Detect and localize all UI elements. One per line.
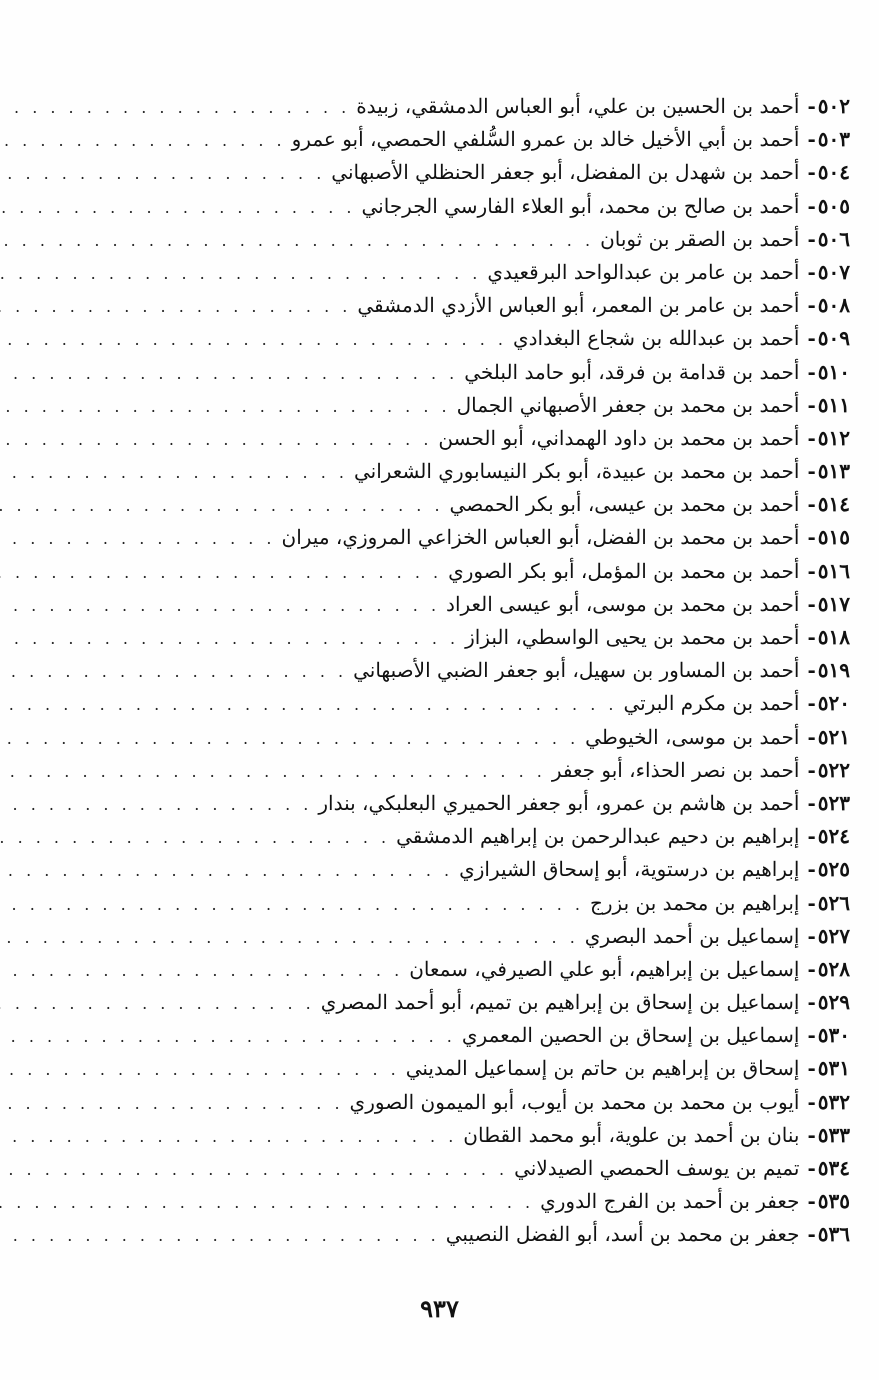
entry-dash: -	[807, 259, 816, 284]
entry-text: إسماعيل بن إسحاق بن الحصين المعمري	[461, 1023, 800, 1048]
dot-leader	[0, 556, 442, 589]
dot-leader	[0, 987, 315, 1020]
entry-dash: -	[807, 724, 816, 749]
index-entry	[112, 488, 850, 521]
entry-dash: -	[807, 359, 816, 384]
dot-leader	[0, 390, 451, 423]
entry-text: أحمد بن هاشم بن عمرو، أبو جعفر الحميري البعلبكي، بندار	[318, 790, 800, 815]
entry-number: ٥٠٩	[817, 326, 850, 351]
dot-leader	[0, 655, 347, 688]
dot-leader	[0, 124, 286, 157]
entry-dash: -	[807, 127, 816, 152]
entry-number: ٥٢٢	[817, 757, 850, 782]
entry-dash: -	[807, 890, 816, 915]
entry-number: ٥١٠	[817, 359, 850, 384]
dot-leader	[0, 821, 390, 854]
entry-dash: -	[807, 558, 816, 583]
index-entry	[112, 887, 850, 920]
index-entry	[112, 621, 850, 654]
index-entry	[112, 455, 850, 488]
entry-dash: -	[807, 1189, 816, 1214]
index-entry	[112, 389, 850, 422]
entry-text: أحمد بن محمد بن المؤمل، أبو بكر الصوري	[448, 558, 800, 583]
entry-number: ٥١٧	[817, 591, 850, 616]
entry-number: ٥١١	[817, 392, 850, 417]
entry-number: ٥٣٠	[817, 1023, 850, 1048]
entry-dash: -	[807, 160, 816, 185]
entry-number: ٥١٥	[817, 525, 850, 550]
entry-number: ٥١٤	[817, 492, 850, 517]
entry-dash: -	[807, 956, 816, 981]
entry-text: أحمد بن المساور بن سهيل، أبو جعفر الضبي الأصبهاني	[353, 658, 800, 683]
dot-leader	[0, 257, 481, 290]
index-entry	[112, 687, 850, 720]
index-entry	[112, 721, 850, 754]
entry-text: أحمد بن محمد بن يحيى الواسطي، البزاز	[465, 625, 800, 649]
entry-number: ٥٣٢	[817, 1089, 850, 1114]
entry-text: إبراهيم بن محمد بن بزرج	[589, 890, 800, 915]
entry-dash: -	[807, 392, 816, 417]
index-entry	[112, 356, 850, 389]
index-entry	[112, 521, 850, 554]
entry-number: ٥٢١	[817, 724, 850, 749]
dot-leader	[0, 888, 584, 921]
entry-text: أحمد بن شهدل بن المفضل، أبو جعفر الحنظلي الأصبهاني	[331, 160, 800, 185]
entry-dash: -	[807, 923, 816, 948]
dot-leader	[0, 1087, 344, 1120]
dot-leader	[0, 1153, 508, 1186]
index-entry	[112, 754, 850, 787]
dot-leader	[0, 91, 350, 124]
entry-number: ٥٢٩	[817, 990, 850, 1015]
entry-number: ٥٠٦	[817, 226, 850, 251]
entry-dash: -	[807, 226, 816, 251]
dot-leader	[0, 854, 453, 887]
dot-leader	[0, 589, 440, 622]
entry-text: أيوب بن محمد بن محمد بن أيوب، أبو الميمون الصوري	[349, 1089, 800, 1114]
entry-number: ٥٢٧	[817, 923, 850, 948]
dot-leader	[0, 1186, 534, 1219]
entry-text: أحمد بن صالح بن محمد، أبو العلاء الفارسي الجرجاني	[361, 193, 800, 218]
index-entry	[112, 555, 850, 588]
entry-text: إسحاق بن إبراهيم بن حاتم بن إسماعيل المديني	[405, 1056, 800, 1081]
entry-text: تميم بن يوسف الحمصي الصيدلاني	[514, 1156, 800, 1180]
entry-text: إسماعيل بن أحمد البصري	[584, 923, 800, 948]
dot-leader	[0, 954, 403, 987]
entry-dash: -	[807, 1089, 816, 1114]
entry-number: ٥١٩	[817, 658, 850, 683]
dot-leader	[0, 1053, 400, 1086]
entry-text: أحمد بن مكرم البرتي	[623, 691, 800, 716]
entry-number: ٥٢٨	[817, 956, 850, 981]
entry-dash: -	[807, 193, 816, 218]
dot-leader	[0, 1120, 457, 1153]
index-entry	[112, 986, 850, 1019]
entry-number: ٥٠٨	[817, 293, 850, 318]
dot-leader	[0, 423, 432, 456]
index-entry	[112, 90, 850, 123]
entry-text: أحمد بن محمد بن جعفر الأصبهاني الجمال	[456, 392, 800, 417]
entry-dash: -	[807, 525, 816, 550]
index-entry	[112, 1119, 850, 1152]
entry-number: ٥٠٧	[817, 259, 850, 284]
entry-text: بنان بن أحمد بن علوية، أبو محمد القطان	[463, 1122, 800, 1147]
entry-text: أحمد بن محمد بن داود الهمداني، أبو الحسن	[438, 425, 800, 450]
index-entry	[112, 820, 850, 853]
index-entry	[112, 1152, 850, 1185]
dot-leader	[0, 622, 459, 655]
entry-text: أحمد بن عبدالله بن شجاع البغدادي	[512, 326, 800, 351]
entry-text: جعفر بن أحمد بن الفرج الدوري	[540, 1189, 800, 1214]
index-entry	[112, 853, 850, 886]
index-entry	[112, 1019, 850, 1052]
entry-number: ٥١٨	[817, 625, 850, 649]
dot-leader	[0, 1219, 440, 1252]
entry-text: أحمد بن قدامة بن فرقد، أبو حامد البلخي	[464, 359, 800, 384]
index-entry	[112, 1052, 850, 1085]
dot-leader	[0, 290, 351, 323]
entry-dash: -	[807, 790, 816, 815]
index-entry	[112, 289, 850, 322]
dot-leader	[0, 489, 444, 522]
dot-leader	[0, 722, 579, 755]
entry-number: ٥١٣	[817, 459, 850, 484]
dot-leader	[0, 1020, 456, 1053]
entry-number: ٥٠٤	[817, 160, 850, 185]
entry-text: أحمد بن محمد بن موسى، أبو عيسى العراد	[446, 591, 800, 616]
entry-text: أحمد بن محمد بن عيسى، أبو بكر الحمصي	[449, 492, 800, 517]
entry-dash: -	[807, 94, 816, 118]
index-entry	[112, 190, 850, 223]
index-entry	[112, 322, 850, 355]
entry-number: ٥٢٦	[817, 890, 850, 915]
entry-number: ٥٣١	[817, 1056, 850, 1081]
dot-leader	[0, 522, 276, 555]
entry-text: أحمد بن نصر الحذاء، أبو جعفر	[551, 757, 800, 782]
index-entry	[112, 1185, 850, 1218]
index-entry	[112, 654, 850, 687]
dot-leader	[0, 688, 617, 721]
index-entry	[112, 1086, 850, 1119]
dot-leader	[0, 323, 507, 356]
dot-leader	[0, 921, 579, 954]
entry-number: ٥٢٣	[817, 790, 850, 815]
entry-dash: -	[807, 658, 816, 683]
dot-leader	[0, 157, 325, 190]
entry-dash: -	[807, 757, 816, 782]
entry-text: إسماعيل بن إبراهيم، أبو علي الصيرفي، سمعان	[409, 956, 800, 981]
entry-dash: -	[807, 425, 816, 450]
index-entry	[112, 223, 850, 256]
entry-dash: -	[807, 691, 816, 716]
entry-text: إسماعيل بن إسحاق بن إبراهيم بن تميم، أبو أحمد المصري	[320, 990, 800, 1015]
dot-leader	[0, 357, 458, 390]
entry-dash: -	[807, 326, 816, 351]
entry-number: ٥٠٥	[817, 193, 850, 218]
entry-text: إبراهيم بن درستوية، أبو إسحاق الشيرازي	[459, 857, 800, 882]
entry-dash: -	[807, 591, 816, 616]
index-entry	[112, 588, 850, 621]
entry-number: ٥٣٦	[817, 1222, 850, 1247]
entry-number: ٥٠٣	[817, 127, 850, 152]
dot-leader	[0, 191, 355, 224]
dot-leader	[0, 456, 348, 489]
entry-text: أحمد بن أبي الأخيل خالد بن عمرو السُّلفي الحمصي، أبو عمرو	[291, 127, 800, 152]
index-entry	[112, 256, 850, 289]
page-number: ٩٣٧	[420, 1294, 459, 1323]
entry-text: أحمد بن محمد بن الفضل، أبو العباس الخزاعي المروزي، ميران	[281, 525, 800, 550]
entry-text: إبراهيم بن دحيم عبدالرحمن بن إبراهيم الدمشقي	[396, 824, 800, 849]
entry-text: أحمد بن الصقر بن ثوبان	[600, 226, 800, 251]
entry-number: ٥٠٢	[817, 94, 850, 118]
entry-number: ٥١٦	[817, 558, 850, 583]
index-list	[112, 90, 850, 1252]
entry-text: أحمد بن الحسين بن علي، أبو العباس الدمشقي، زبيدة	[356, 94, 800, 118]
index-entry	[112, 123, 850, 156]
entry-dash: -	[807, 492, 816, 517]
index-entry	[112, 1218, 850, 1251]
entry-number: ٥٢٤	[817, 824, 850, 849]
index-entry	[112, 920, 850, 953]
entry-number: ٥٢٥	[817, 857, 850, 882]
entry-text: أحمد بن عامر بن عبدالواحد البرقعيدي	[487, 259, 800, 284]
index-entry	[112, 953, 850, 986]
index-entry	[112, 787, 850, 820]
dot-leader	[0, 788, 312, 821]
entry-number: ٥١٢	[817, 425, 850, 450]
entry-dash: -	[807, 824, 816, 849]
index-entry	[112, 156, 850, 189]
entry-dash: -	[807, 459, 816, 484]
entry-number: ٥٢٠	[817, 691, 850, 716]
entry-dash: -	[807, 1222, 816, 1247]
index-entry	[112, 422, 850, 455]
entry-dash: -	[807, 1156, 816, 1180]
entry-dash: -	[807, 1122, 816, 1147]
entry-text: أحمد بن موسى، الخيوطي	[585, 724, 800, 749]
entry-dash: -	[807, 293, 816, 318]
entry-dash: -	[807, 857, 816, 882]
entry-text: أحمد بن عامر بن المعمر، أبو العباس الأزدي الدمشقي	[357, 293, 800, 318]
dot-leader	[0, 755, 546, 788]
entry-number: ٥٣٥	[817, 1189, 850, 1214]
entry-text: جعفر بن محمد بن أسد، أبو الفضل النصيبي	[445, 1222, 800, 1247]
entry-dash: -	[807, 1056, 816, 1081]
entry-dash: -	[807, 990, 816, 1015]
entry-number: ٥٣٤	[817, 1156, 850, 1180]
entry-number: ٥٣٣	[817, 1122, 850, 1147]
entry-text: أحمد بن محمد بن عبيدة، أبو بكر النيسابوري الشعراني	[353, 459, 800, 484]
entry-dash: -	[807, 625, 816, 649]
entry-dash: -	[807, 1023, 816, 1048]
dot-leader	[0, 224, 594, 257]
